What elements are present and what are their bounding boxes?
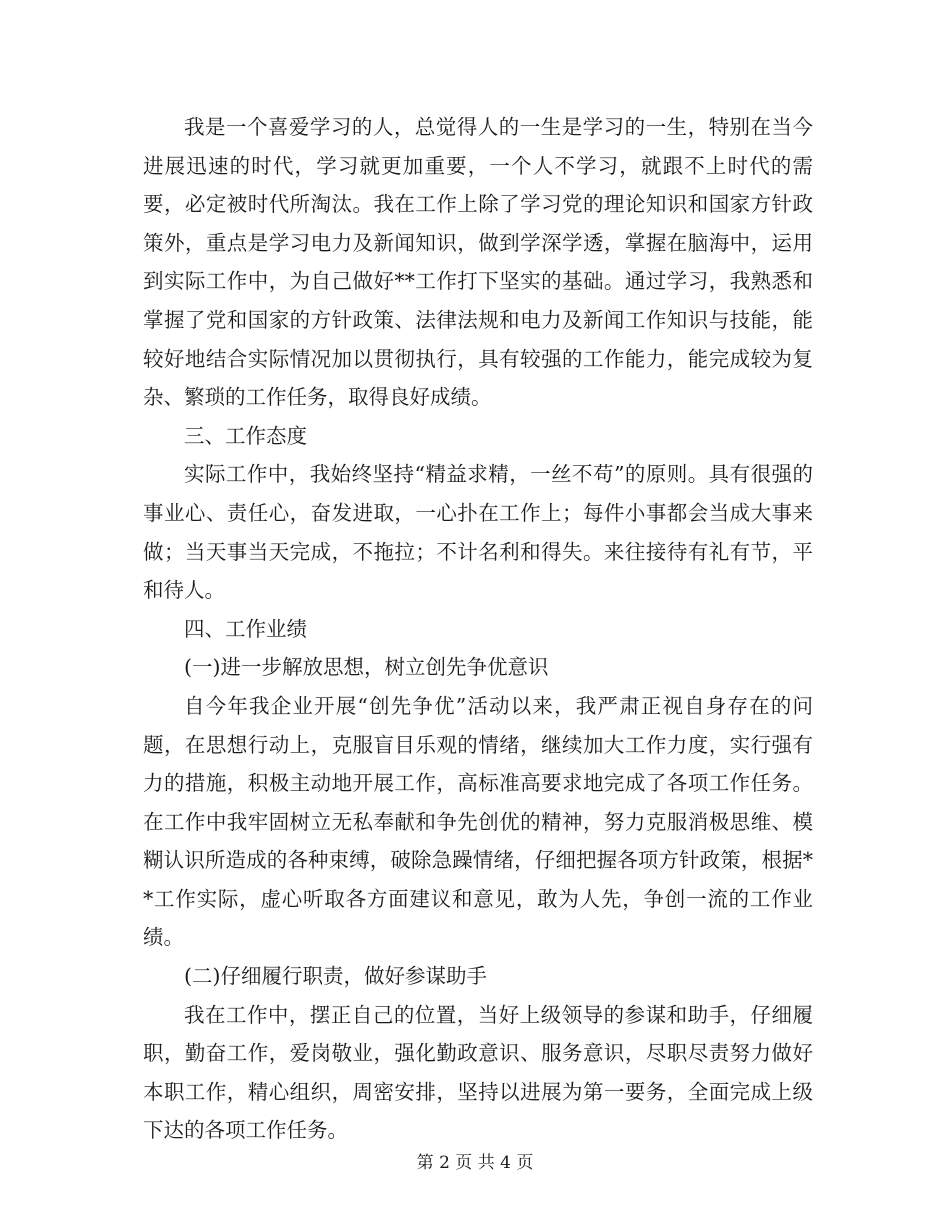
page-number: 第 2 页 共 4 页 [416, 1153, 534, 1173]
subheading-excellence: (一)进一步解放思想，树立创先争优意识 [184, 655, 549, 680]
paragraph-attitude: 实际工作中，我始终坚持“精益求精，一丝不苟”的原则。具有很强的事业心、责任心，奋发进取，一心扑在工作上；每件小事都会当成大事来做；当天事当天完成，不拖拉；不计名利和得失。来往接待有礼有节，平和待人。 [143, 462, 813, 603]
section-heading-work-achievements: 四、工作业绩 [184, 616, 307, 641]
document-body [143, 108, 813, 1150]
paragraph-study: 我是一个喜爱学习的人，总觉得人的一生是学习的一生，特别在当今进展迅速的时代，学习就更加重要，一个人不学习，就跟不上时代的需要，必定被时代所淘汰。我在工作上除了学习党的理论知识和国家方针政策外，重点是学习电力及新闻知识，做到学深学透，掌握在脑海中，运用到实际工作中，为自己做好**工作打下坚实的基础。通过学习，我熟悉和掌握了党和国家的方针政策、法律法规和电力及新闻工作知识与技能，能较好地结合实际情况加以贯彻执行，具有较强的工作能力，能完成较为复杂、繁琐的工作任务，取得良好成绩。 [143, 115, 813, 410]
paragraph-excellence: 自今年我企业开展“创先争优”活动以来，我严肃正视自身存在的问题，在思想行动上，克服盲目乐观的情绪，继续加大工作力度，实行强有力的措施，积极主动地开展工作，高标准高要求地完成了各项工作任务。在工作中我牢固树立无私奉献和争先创优的精神，努力克服消极思维、模糊认识所造成的各种束缚，破除急躁情绪，仔细把握各项方针政策，根据**工作实际，虚心听取各方面建议和意见，敢为人先，争创一流的工作业绩。 [143, 693, 813, 950]
subheading-duty: (二)仔细履行职责，做好参谋助手 [184, 964, 487, 989]
section-heading-work-attitude: 三、工作态度 [184, 423, 307, 448]
paragraph-duty: 我在工作中，摆正自己的位置，当好上级领导的参谋和助手，仔细履职，勤奋工作，爱岗敬业，强化勤政意识、服务意识，尽职尽责努力做好本职工作，精心组织，周密安排，坚持以进展为第一要务，全面完成上级下达的各项工作任务。 [143, 1002, 813, 1143]
